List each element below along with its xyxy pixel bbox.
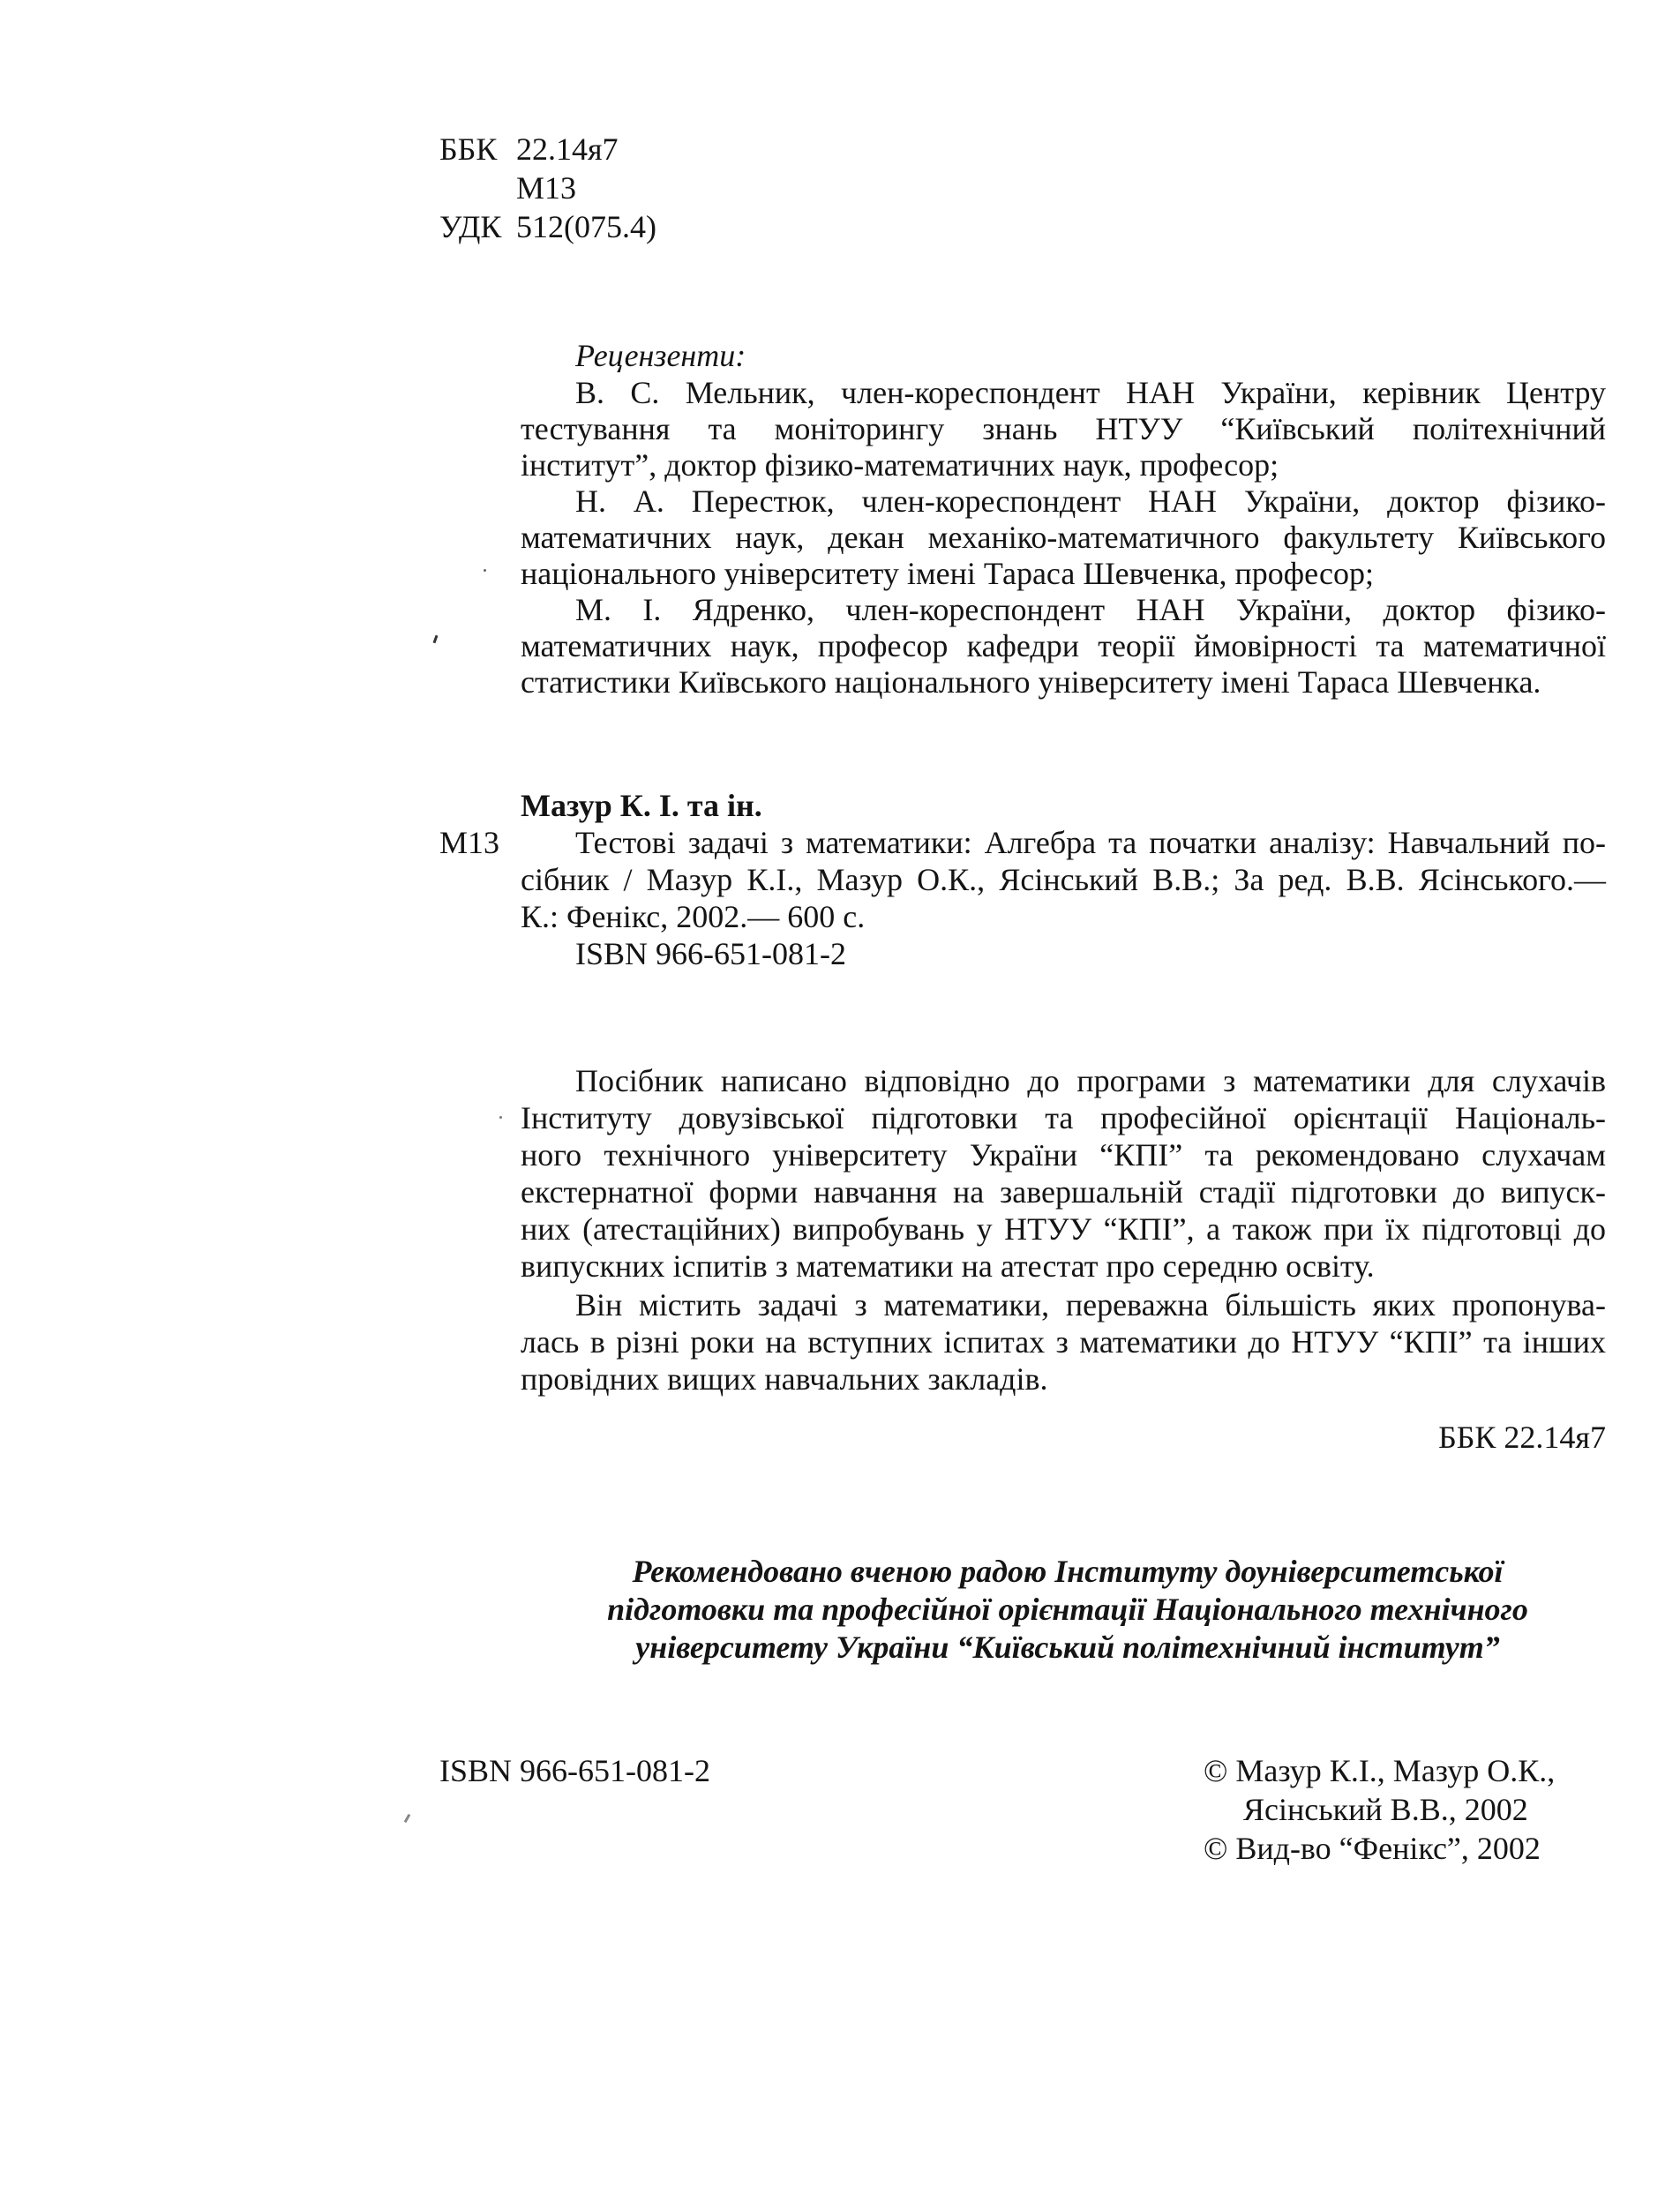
abstract-p1-line-5: них (атестаційних) випробувань у НТУУ “КПІ”, а також при їх підготовці до xyxy=(521,1211,1606,1247)
recommendation-line-2: підготовки та професійної орієнтації Національного технічного xyxy=(607,1592,1528,1627)
copyright-line-2: Ясінський В.В., 2002 xyxy=(1243,1792,1528,1827)
udk-label: УДК xyxy=(439,209,502,244)
catalog-authors: Мазур К. І. та ін. xyxy=(521,788,762,823)
abstract-p1-line-3: ного технічного університету України “КПІ” та рекомендовано слухачам xyxy=(521,1137,1606,1173)
footer-isbn: ISBN 966-651-081-2 xyxy=(439,1753,710,1788)
catalog-line-2: сібник / Мазур К.І., Мазур О.К., Ясінський В.В.; За ред. В.В. Ясінського.— xyxy=(521,862,1606,897)
catalog-line-3: К.: Фенікс, 2002.— 600 с. xyxy=(521,899,866,934)
copyright-line-1: © Мазур К.І., Мазур О.К., xyxy=(1204,1753,1556,1788)
bbk-label: ББК xyxy=(439,131,498,167)
reviewer-1-line-2: тестування та моніторингу знань НТУУ “Київський політехнічний xyxy=(521,411,1606,446)
reviewer-2-line-3: національного університету імені Тараса Шевченка, професор; xyxy=(521,556,1374,591)
reviewers-heading: Рецензенти: xyxy=(575,338,746,373)
catalog-mark: М13 xyxy=(439,825,500,860)
catalog-isbn: ISBN 966-651-081-2 xyxy=(575,936,846,971)
abstract-p1-line-1: Посібник написано відповідно до програми з математики для слухачів xyxy=(575,1063,1606,1098)
abstract-p1-line-2: Інституту довузівської підготовки та професійної орієнтації Національ- xyxy=(521,1100,1606,1135)
abstract-p1-line-4: екстернатної форми навчання на завершальній стадії підготовки до випуск- xyxy=(521,1174,1606,1210)
abstract-p2-line-3: провідних вищих навчальних закладів. xyxy=(521,1361,1048,1397)
recommendation-line-1: Рекомендовано вченою радою Інституту доуніверситетської xyxy=(632,1554,1504,1589)
udk-value: 512(075.4) xyxy=(516,209,656,244)
scan-speck xyxy=(404,1814,411,1823)
abstract-p1-line-6: випускних іспитів з математики на атестат про середню освіту. xyxy=(521,1248,1375,1284)
author-mark: М13 xyxy=(516,170,577,206)
reviewer-3-line-3: статистики Київського національного університету імені Тараса Шевченка. xyxy=(521,664,1541,700)
abstract-bbk: ББК 22.14я7 xyxy=(1438,1420,1606,1455)
bbk-value: 22.14я7 xyxy=(516,131,619,167)
catalog-line-1: Тестові задачі з математики: Алгебра та початки аналізу: Навчальний по- xyxy=(575,825,1606,860)
reviewer-1-line-3: інститут”, доктор фізико-математичних наук, професор; xyxy=(521,447,1279,483)
copyright-line-3: © Вид-во “Фенікс”, 2002 xyxy=(1204,1831,1541,1866)
reviewer-3-line-2: математичних наук, професор кафедри теорії ймовірності та математичної xyxy=(521,628,1606,663)
reviewer-1-line-1: В. С. Мельник, член-кореспондент НАН України, керівник Центру xyxy=(575,375,1606,410)
scan-speck xyxy=(433,635,439,643)
reviewer-2-line-2: математичних наук, декан механіко-математичного факультету Київського xyxy=(521,520,1606,555)
reviewer-3-line-1: М. І. Ядренко, член-кореспондент НАН України, доктор фізико- xyxy=(575,592,1606,627)
scan-speck xyxy=(484,569,486,572)
abstract-p2-line-2: лась в різні роки на вступних іспитах з математики до НТУУ “КПІ” та інших xyxy=(521,1324,1606,1360)
abstract-p2-line-1: Він містить задачі з математики, переважна більшість яких пропонува- xyxy=(575,1287,1606,1323)
reviewer-2-line-1: Н. А. Перестюк, член-кореспондент НАН України, доктор фізико- xyxy=(575,483,1606,519)
scan-speck xyxy=(499,1116,502,1119)
recommendation-line-3: університету України “Київський політехнічний інститут” xyxy=(635,1630,1500,1665)
